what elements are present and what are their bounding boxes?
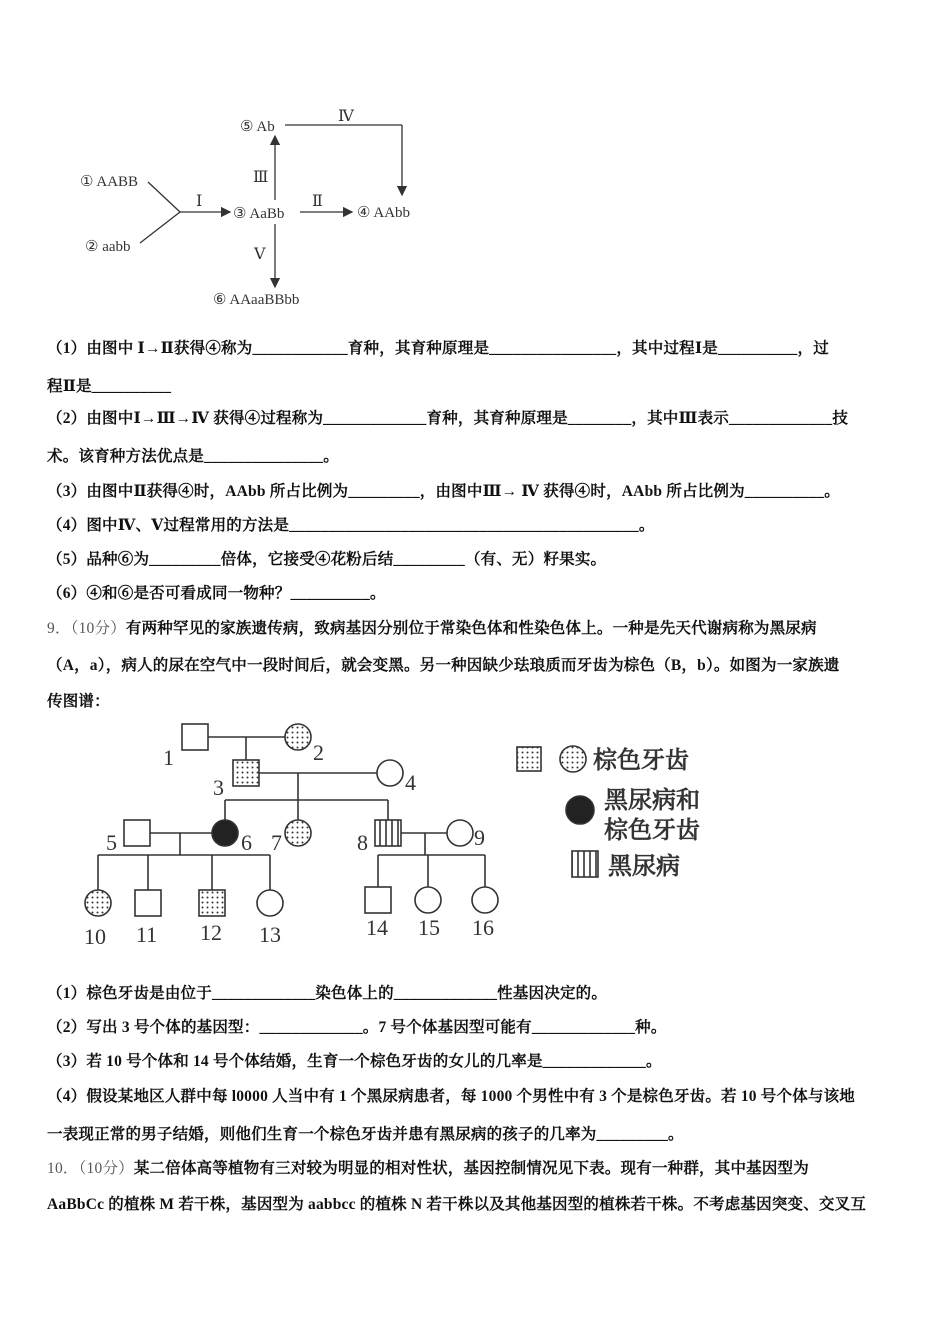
label-1: 1 (163, 745, 174, 770)
q10-text: 某二倍体高等植物有三对较为明显的相对性状，基因控制情况见下表。现有一种群，其中基因型为 (133, 1160, 809, 1177)
label-10: 10 (84, 924, 106, 949)
q8-line-8: （6）④和⑥是否可看成同一物种？__________。 (47, 585, 386, 602)
individual-3 (233, 760, 259, 786)
individual-6 (212, 820, 238, 846)
individual-8 (375, 820, 401, 846)
individual-16 (472, 887, 498, 913)
individual-5 (124, 820, 150, 846)
q9-sub-3: （3）若 10 号个体和 14 号个体结婚，生育一个棕色牙齿的女儿的几率是_____________。 (47, 1053, 662, 1070)
legend-dotted-circle (560, 746, 586, 772)
individual-9 (447, 820, 473, 846)
q9-sub-1: （1）棕色牙齿是由位于_____________染色体上的_____________性基因决定的。 (47, 985, 608, 1002)
process-4: Ⅳ (338, 108, 354, 125)
legend-both-2: 棕色牙齿 (604, 818, 700, 844)
genotype-5: ⑤ Ab (240, 119, 275, 135)
legend-brown-teeth: 棕色牙齿 (593, 748, 689, 774)
q8-line-5: （3）由图中Ⅱ获得④时，AAbb 所占比例为_________，由图中Ⅲ→ Ⅳ 获得④时，AAbb 所占比例为__________。 (47, 483, 840, 500)
label-16: 16 (472, 915, 494, 940)
legend-alkaptonuria: 黑尿病 (608, 854, 680, 880)
legend-dotted-square (517, 747, 541, 771)
legend-filled-circle (566, 796, 594, 824)
q8-line-1: （1）由图中 Ⅰ→Ⅱ获得④称为____________育种，其育种原理是________________，其中过程Ⅰ是__________，过 (47, 340, 829, 357)
q9-sub-5: 一表现正常的男子结婚，则他们生育一个棕色牙齿并患有黑尿病的孩子的几率为_________。 (47, 1126, 684, 1143)
pedigree-chart (0, 710, 950, 960)
genotype-1: ① AABB (80, 174, 139, 190)
q9-line-3: 传图谱： (47, 693, 110, 710)
breeding-diagram (0, 0, 950, 320)
individual-4 (377, 760, 403, 786)
label-15: 15 (418, 915, 440, 940)
label-8: 8 (357, 830, 368, 855)
individual-12 (199, 890, 225, 916)
genotype-2: ② aabb (85, 239, 131, 255)
individual-1 (182, 724, 208, 750)
label-3: 3 (213, 775, 224, 800)
q9-line-2: （A，a），病人的尿在空气中一段时间后，就会变黑。另一种因缺少珐琅质而牙齿为棕色（B，b）。如图为一家族遗 (47, 657, 840, 674)
individual-10 (85, 890, 111, 916)
label-2: 2 (313, 740, 324, 765)
label-13: 13 (259, 922, 281, 947)
label-9: 9 (474, 825, 485, 850)
q9-sub-4: （4）假设某地区人群中每 l0000 人当中有 1 个黑尿病患者，每 1000 个男性中有 3 个是棕色牙齿。若 10 号个体与该地 (47, 1088, 856, 1105)
q10-line-1 (47, 1156, 809, 1178)
genotype-4: ④ AAbb (357, 205, 411, 221)
q9-line-1 (47, 616, 817, 638)
individual-14 (365, 887, 391, 913)
process-3: Ⅲ (253, 169, 269, 186)
individual-11 (135, 890, 161, 916)
process-1: Ⅰ (196, 193, 203, 210)
individual-15 (415, 887, 441, 913)
legend-both-1: 黑尿病和 (604, 788, 700, 814)
process-5: Ⅴ (254, 246, 266, 263)
q8-line-3: （2）由图中Ⅰ→Ⅲ→Ⅳ 获得④过程称为_____________育种，其育种原理是________，其中Ⅲ表示_____________技 (47, 410, 849, 427)
genotype-3: ③ AaBb (233, 206, 285, 222)
q8-line-7: （5）品种⑥为_________倍体，它接受④花粉后结_________（有、无）籽果实。 (47, 551, 607, 568)
label-12: 12 (200, 920, 222, 945)
q9-sub-2: （2）写出 3 号个体的基因型：_____________。7 号个体基因型可能有_____________种。 (47, 1019, 667, 1036)
q9-text: 有两种罕见的家族遗传病，致病基因分别位于常染色体和性染色体上。一种是先天代谢病称为黑尿病 (125, 620, 817, 637)
individual-13 (257, 890, 283, 916)
label-6: 6 (241, 830, 252, 855)
legend-striped-square (572, 851, 598, 877)
q10-line-2: AaBbCc 的植株 M 若干株，基因型为 aabbcc 的植株 N 若干株以及其他基因型的植株若干株。不考虑基因突变、交叉互 (47, 1196, 867, 1213)
q8-line-2: 程Ⅱ是__________ (47, 378, 172, 395)
individual-7 (285, 820, 311, 846)
q10-number: 10．（10分） (47, 1160, 134, 1177)
process-2: Ⅱ (312, 193, 323, 210)
q8-line-4: 术。该育种方法优点是_______________。 (47, 448, 339, 465)
q8-line-6: （4）图中Ⅳ、Ⅴ过程常用的方法是____________________________________________。 (47, 517, 655, 534)
label-14: 14 (366, 915, 388, 940)
individual-2 (285, 724, 311, 750)
genotype-6: ⑥ AAaaBBbb (213, 292, 300, 308)
label-4: 4 (405, 770, 416, 795)
label-7: 7 (271, 830, 282, 855)
q9-number: 9．（10分） (47, 620, 126, 637)
label-5: 5 (106, 830, 117, 855)
label-11: 11 (136, 922, 158, 947)
